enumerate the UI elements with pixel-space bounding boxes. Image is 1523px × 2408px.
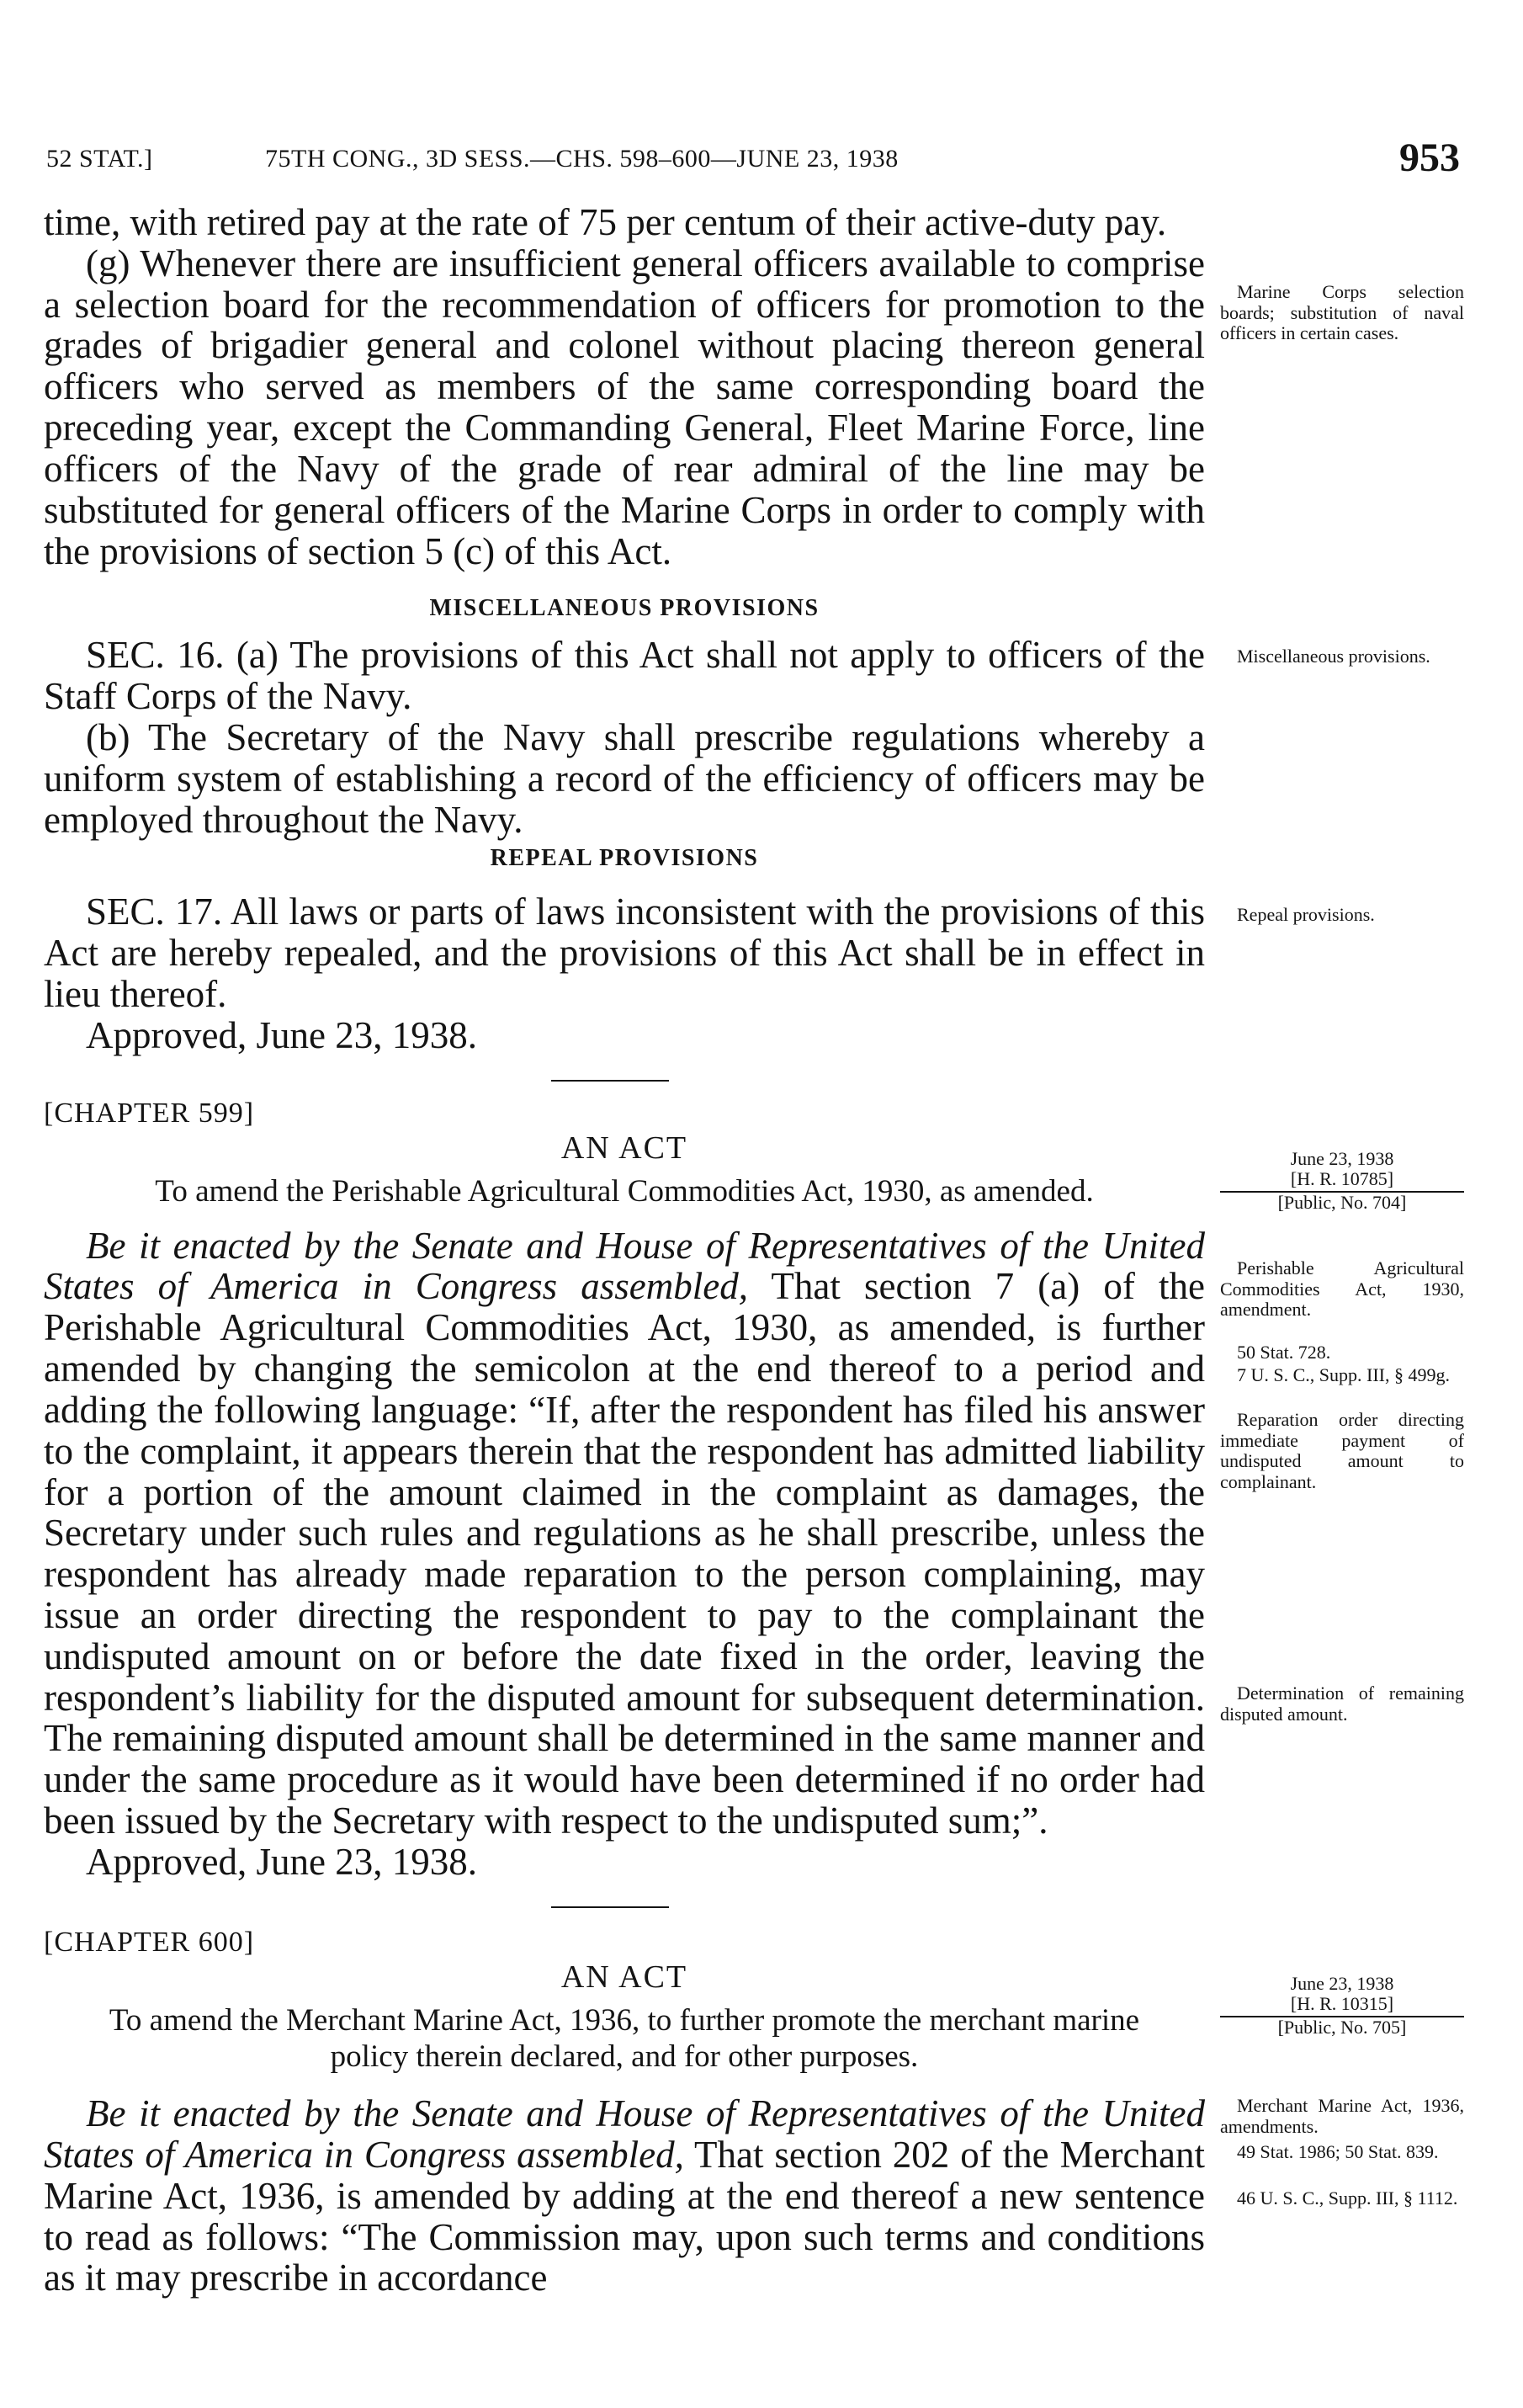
margin-note-stat-728: 50 Stat. 728.: [1237, 1342, 1331, 1363]
chapter-599-body: [44, 1225, 1205, 1842]
sec16a-paragraph: SEC. 16. (a) The provisions of this Act shall not apply to officers of the Staff Corps of the Navy.: [44, 634, 1205, 718]
public-law-number: [Public, No. 705]: [1277, 2017, 1407, 2039]
sec17-paragraph: SEC. 17. All laws or parts of laws inconsistent with the provisions of this Act are hereby repealed, and the provisions of this Act shall be in effect in lieu thereof.: [44, 890, 1205, 1015]
header-session: 75TH CONG., 3D SESS.—CHS. 598–600—JUNE 23, 1938: [265, 145, 899, 173]
margin-note-marine-corps: Marine Corps selection boards; substitution of naval officers in certain cases.: [1220, 281, 1464, 344]
section-divider: [551, 1080, 669, 1082]
chapter-599-block: [44, 1098, 1205, 1883]
chapter-599-label: [CHAPTER 599]: [44, 1098, 255, 1129]
chapter-600-block: [44, 1927, 1205, 2299]
chapter-600-text: That section 202 of the Merchant Marine Act, 1936, is amended by adding at the end thereof a new sentence to read as follows: “The Commission may, upon such terms and conditions as it may prescribe in accordance: [44, 2134, 1205, 2299]
misc-heading: MISCELLANEOUS PROVISIONS: [429, 595, 820, 621]
page-number: 953: [1399, 136, 1460, 180]
chapter-599-reference: [1220, 1149, 1464, 1214]
margin-note-determination: Determination of remaining disputed amount.: [1220, 1682, 1464, 1725]
header-volume: 52 STAT.]: [46, 145, 153, 173]
chapter-600-title: To amend the Merchant Marine Act, 1936, to further promote the merchant marine policy therein declared, and for other purposes.: [109, 2003, 1140, 2074]
enacting-clause: Be it enacted by the Senate and House of Representatives of the United States of America in Congress assembled,: [44, 1224, 1205, 1308]
section-divider: [551, 1906, 669, 1908]
enactment-date: June 23, 1938: [1290, 1148, 1394, 1169]
chapter-599-act-heading: AN ACT: [560, 1130, 688, 1166]
misc-provisions-block: [44, 596, 1205, 840]
margin-note-merchant: Merchant Marine Act, 1936, amendments.: [1220, 2095, 1464, 2137]
margin-note-usc-499g: 7 U. S. C., Supp. III, § 499g.: [1237, 1364, 1451, 1385]
margin-note-repeal: Repeal provisions.: [1237, 904, 1375, 925]
section-g-paragraph: (g) Whenever there are insufficient general officers available to comprise a selection board for the recommendation of officers for promotion to the grades of brigadier general and colonel without placing thereon general officers who served as members of the same corresponding board the preceding year, except the Commanding General, Fleet Marine Force, line officers of the Navy of the grade of rear admiral of the line may be substituted for general officers of the Marine Corps in order to comply with the provisions of section 5 (c) of this Act.: [44, 242, 1205, 572]
chapter-599-text: That section 7 (a) of the Perishable Agricultural Commodities Act, 1930, as amended, is further amended by changing the semicolon at the end thereof to a period and adding the following language: “If, after the respondent has filed his answer to the complaint, it appears therein that the respondent has admitted liability for a portion of the amount claimed in the complaint as damages, the Secretary under such rules and regulations as he shall prescribe, unless the respondent has already made reparation to the person complaining, may issue an order directing the respondent to pay to the complainant the undisputed amount on or before the date fixed in the order, leaving the respondent’s liability for the disputed amount for subsequent determination. The remaining disputed amount shall be determined in the same manner and under the same procedure as it would have been determined if no order had been issued by the Secretary with respect to the undisputed sum;”.: [44, 1265, 1205, 1842]
chapter-600-label: [CHAPTER 600]: [44, 1927, 255, 1958]
chapter-599-title: To amend the Perishable Agricultural Commodities Act, 1930, as amended.: [155, 1174, 1094, 1209]
bill-number: [H. R. 10315]: [1220, 1994, 1464, 2017]
margin-note-stat-1986: 49 Stat. 1986; 50 Stat. 839.: [1237, 2141, 1439, 2162]
continuation-paragraph: time, with retired pay at the rate of 75 per centum of their active-duty pay.: [44, 201, 1167, 243]
margin-note-perishable: Perishable Agricultural Commodities Act, 1930, amendment.: [1220, 1257, 1464, 1321]
sec16b-paragraph: (b) The Secretary of the Navy shall prescribe regulations whereby a uniform system of establishing a record of the efficiency of officers may be employed throughout the Navy.: [44, 716, 1205, 841]
bill-number: [H. R. 10785]: [1220, 1169, 1464, 1193]
chapter-600-act-heading: AN ACT: [560, 1959, 688, 1995]
section-g-block: [44, 202, 1205, 571]
approved-line: Approved, June 23, 1938.: [86, 1013, 477, 1056]
margin-note-misc: Miscellaneous provisions.: [1237, 646, 1430, 667]
chapter-600-body: [44, 2093, 1205, 2299]
enacting-clause: Be it enacted by the Senate and House of Representatives of the United States of America in Congress assembled,: [44, 2092, 1205, 2176]
enactment-date: June 23, 1938: [1290, 1973, 1394, 1994]
margin-note-usc-1112: 46 U. S. C., Supp. III, § 1112.: [1237, 2187, 1458, 2209]
running-head: [46, 136, 1460, 185]
approved-line: Approved, June 23, 1938.: [86, 1840, 477, 1883]
margin-note-reparation: Reparation order directing immediate payment of undisputed amount to complainant.: [1220, 1409, 1464, 1492]
chapter-600-reference: [1220, 1974, 1464, 2039]
public-law-number: [Public, No. 704]: [1277, 1192, 1407, 1214]
repeal-heading: REPEAL PROVISIONS: [490, 845, 759, 871]
repeal-provisions-block: [44, 846, 1205, 1056]
